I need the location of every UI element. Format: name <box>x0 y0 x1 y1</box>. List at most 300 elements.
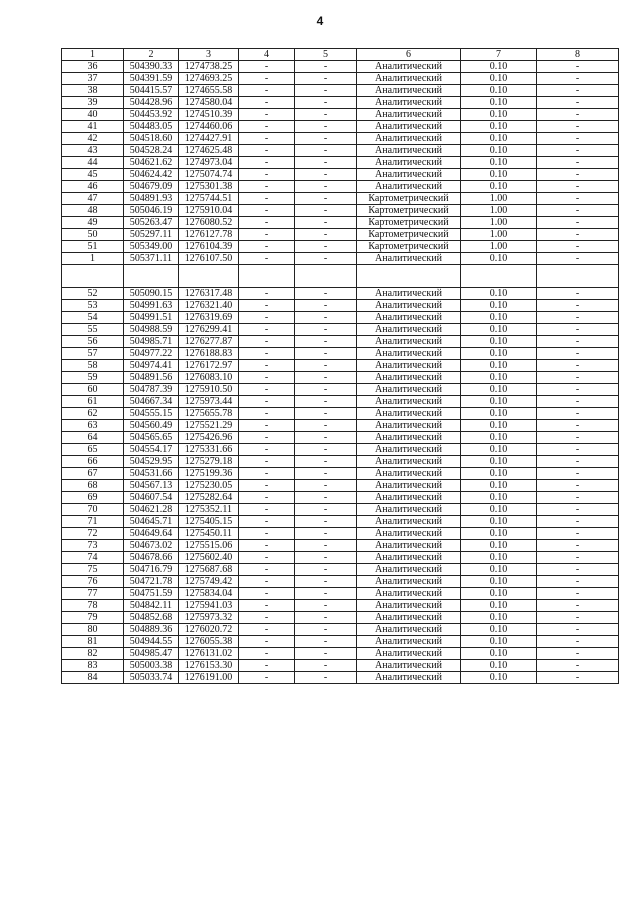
table-cell: 1275521.29 <box>179 420 239 432</box>
table-cell: 0.10 <box>461 61 537 73</box>
table-cell: - <box>239 253 295 265</box>
table-cell: - <box>295 600 357 612</box>
table-cell: - <box>239 157 295 169</box>
table-row <box>62 181 619 193</box>
table-cell: - <box>239 468 295 480</box>
table-cell: Аналитический <box>357 492 461 504</box>
table-cell: 504678.66 <box>124 552 179 564</box>
table-cell: - <box>537 61 619 73</box>
table-cell: - <box>537 468 619 480</box>
table-cell: 0.10 <box>461 109 537 121</box>
table-cell: Аналитический <box>357 504 461 516</box>
table-cell <box>62 265 124 288</box>
table-cell: 1276299.41 <box>179 324 239 336</box>
table-cell: 0.10 <box>461 540 537 552</box>
table-cell: Аналитический <box>357 336 461 348</box>
table-cell: - <box>537 360 619 372</box>
header-cell: 5 <box>295 49 357 61</box>
table-cell: 504991.63 <box>124 300 179 312</box>
table-cell: 1276191.00 <box>179 672 239 684</box>
table-cell: - <box>537 384 619 396</box>
table-cell: 1274738.25 <box>179 61 239 73</box>
table-cell: - <box>537 229 619 241</box>
table-cell: Аналитический <box>357 372 461 384</box>
table-cell: - <box>537 576 619 588</box>
table-cell: - <box>537 504 619 516</box>
table-cell: - <box>295 61 357 73</box>
header-cell: 3 <box>179 49 239 61</box>
table-cell: - <box>295 480 357 492</box>
table-cell: - <box>295 384 357 396</box>
table-cell <box>357 265 461 288</box>
table-cell: 1276020.72 <box>179 624 239 636</box>
table-cell: 1275426.96 <box>179 432 239 444</box>
table-cell: 1274625.48 <box>179 145 239 157</box>
table-cell: 79 <box>62 612 124 624</box>
table-cell: 0.10 <box>461 288 537 300</box>
table-cell: - <box>295 169 357 181</box>
table-cell: Картометрический <box>357 241 461 253</box>
table-cell: 51 <box>62 241 124 253</box>
table-cell: - <box>295 312 357 324</box>
table-cell: - <box>537 193 619 205</box>
table-cell: - <box>239 241 295 253</box>
table-cell: 1274580.04 <box>179 97 239 109</box>
table-cell: - <box>239 504 295 516</box>
table-cell: 39 <box>62 97 124 109</box>
table-cell: - <box>239 660 295 672</box>
table-cell: - <box>239 492 295 504</box>
table-row <box>62 624 619 636</box>
table-cell: - <box>239 432 295 444</box>
table-cell: 0.10 <box>461 169 537 181</box>
table-row <box>62 660 619 672</box>
table-cell: - <box>537 73 619 85</box>
table-cell: 1275279.18 <box>179 456 239 468</box>
table-cell: Аналитический <box>357 85 461 97</box>
table-cell <box>461 265 537 288</box>
table-cell: 0.10 <box>461 528 537 540</box>
table-row <box>62 480 619 492</box>
table-cell: - <box>537 600 619 612</box>
table-cell: 82 <box>62 648 124 660</box>
table-cell: 40 <box>62 109 124 121</box>
table-cell: - <box>537 408 619 420</box>
table-cell: 45 <box>62 169 124 181</box>
table-cell: - <box>537 121 619 133</box>
table-cell: 49 <box>62 217 124 229</box>
table-cell: - <box>537 169 619 181</box>
table-cell: 38 <box>62 85 124 97</box>
table-row <box>62 169 619 181</box>
table-row <box>62 396 619 408</box>
header-cell: 4 <box>239 49 295 61</box>
table-cell: Аналитический <box>357 564 461 576</box>
table-cell: 505033.74 <box>124 672 179 684</box>
table-cell: 1275450.11 <box>179 528 239 540</box>
table-cell: Аналитический <box>357 300 461 312</box>
table-cell <box>537 265 619 288</box>
table-cell: 504889.36 <box>124 624 179 636</box>
table-cell <box>295 265 357 288</box>
table-cell: - <box>295 588 357 600</box>
header-cell: 2 <box>124 49 179 61</box>
table-cell: 0.10 <box>461 97 537 109</box>
table-cell: 1274655.58 <box>179 85 239 97</box>
table-cell: 37 <box>62 73 124 85</box>
table-cell: 1276188.83 <box>179 348 239 360</box>
table-cell: 504891.56 <box>124 372 179 384</box>
table-row <box>62 85 619 97</box>
table-cell: 0.10 <box>461 384 537 396</box>
table-cell: 0.10 <box>461 672 537 684</box>
table-cell: 504415.57 <box>124 85 179 97</box>
table-cell: 0.10 <box>461 336 537 348</box>
table-row <box>62 97 619 109</box>
table-cell: - <box>239 169 295 181</box>
table-cell: 1275301.38 <box>179 181 239 193</box>
table-cell: 1275910.50 <box>179 384 239 396</box>
table-cell: - <box>295 288 357 300</box>
table-cell: - <box>239 480 295 492</box>
table-cell: 0.10 <box>461 432 537 444</box>
table-cell: 0.10 <box>461 660 537 672</box>
table-cell: 54 <box>62 312 124 324</box>
table-cell: - <box>239 205 295 217</box>
table-cell: Аналитический <box>357 540 461 552</box>
table-cell: 0.10 <box>461 636 537 648</box>
table-cell <box>179 265 239 288</box>
table-cell: - <box>537 372 619 384</box>
table-cell: - <box>295 504 357 516</box>
table-cell: 58 <box>62 360 124 372</box>
table-row <box>62 492 619 504</box>
table-cell: 504621.28 <box>124 504 179 516</box>
table-cell: - <box>239 456 295 468</box>
table-cell: 0.10 <box>461 157 537 169</box>
table-cell: 1275405.15 <box>179 516 239 528</box>
table-cell: - <box>295 444 357 456</box>
table-cell: 67 <box>62 468 124 480</box>
table-cell: 56 <box>62 336 124 348</box>
table-cell: 70 <box>62 504 124 516</box>
table-cell: - <box>295 181 357 193</box>
table-row <box>62 253 619 265</box>
table-cell: - <box>239 109 295 121</box>
table-cell: Картометрический <box>357 217 461 229</box>
table-cell: Аналитический <box>357 408 461 420</box>
table-cell: 55 <box>62 324 124 336</box>
table-cell: 0.10 <box>461 588 537 600</box>
table-cell: - <box>295 121 357 133</box>
table-cell: 0.10 <box>461 648 537 660</box>
table-cell: 504891.93 <box>124 193 179 205</box>
table-row <box>62 229 619 241</box>
table-row <box>62 384 619 396</box>
table-cell: Аналитический <box>357 516 461 528</box>
table-cell: 504649.64 <box>124 528 179 540</box>
table-row <box>62 600 619 612</box>
table-cell: - <box>537 480 619 492</box>
table-cell: - <box>239 612 295 624</box>
table-cell: - <box>239 552 295 564</box>
table-cell: Аналитический <box>357 384 461 396</box>
table-cell: - <box>537 97 619 109</box>
table-cell: 0.10 <box>461 504 537 516</box>
table-cell: - <box>537 145 619 157</box>
table-cell: 0.10 <box>461 300 537 312</box>
table-cell: 59 <box>62 372 124 384</box>
table-cell: - <box>239 133 295 145</box>
table-row <box>62 360 619 372</box>
table-row <box>62 133 619 145</box>
table-cell: 0.10 <box>461 612 537 624</box>
table-cell: 504852.68 <box>124 612 179 624</box>
table-cell: 83 <box>62 660 124 672</box>
table-cell: 1274973.04 <box>179 157 239 169</box>
table-cell: Аналитический <box>357 97 461 109</box>
table-cell: 71 <box>62 516 124 528</box>
table-cell: 504645.71 <box>124 516 179 528</box>
table-cell: Аналитический <box>357 348 461 360</box>
table-cell: - <box>537 444 619 456</box>
table-cell: Аналитический <box>357 145 461 157</box>
table-cell: 1276080.52 <box>179 217 239 229</box>
table-cell: - <box>239 384 295 396</box>
table-cell: 0.10 <box>461 348 537 360</box>
table-cell: - <box>295 241 357 253</box>
table-cell: - <box>239 516 295 528</box>
table-row <box>62 288 619 300</box>
table-cell: 1275687.68 <box>179 564 239 576</box>
table-cell: - <box>537 540 619 552</box>
table-cell: 0.10 <box>461 360 537 372</box>
table-cell: 504985.71 <box>124 336 179 348</box>
table-cell: Аналитический <box>357 432 461 444</box>
table-cell: 0.10 <box>461 396 537 408</box>
table-cell: Аналитический <box>357 157 461 169</box>
table-cell: - <box>239 372 295 384</box>
table-cell: 0.10 <box>461 552 537 564</box>
table-cell: Аналитический <box>357 624 461 636</box>
table-cell: 1276107.50 <box>179 253 239 265</box>
table-row <box>62 576 619 588</box>
table-cell: - <box>295 456 357 468</box>
table-cell: 504567.13 <box>124 480 179 492</box>
table-cell: - <box>295 648 357 660</box>
table-cell: 1275074.74 <box>179 169 239 181</box>
table-row <box>62 157 619 169</box>
table-cell: Аналитический <box>357 396 461 408</box>
table-cell: 0.10 <box>461 444 537 456</box>
table-cell: - <box>295 636 357 648</box>
table-row <box>62 612 619 624</box>
table-cell: 43 <box>62 145 124 157</box>
table-cell: 73 <box>62 540 124 552</box>
table-cell: - <box>295 324 357 336</box>
table-cell: 1274693.25 <box>179 73 239 85</box>
table-cell: - <box>295 492 357 504</box>
table-cell: 505003.38 <box>124 660 179 672</box>
table-cell: 1275352.11 <box>179 504 239 516</box>
table-cell: 1275282.64 <box>179 492 239 504</box>
table-cell: - <box>537 336 619 348</box>
table-cell: 504390.33 <box>124 61 179 73</box>
table-cell: Аналитический <box>357 468 461 480</box>
table-cell: Аналитический <box>357 660 461 672</box>
table-cell: 505297.11 <box>124 229 179 241</box>
table-cell <box>239 265 295 288</box>
table-cell: - <box>239 648 295 660</box>
table-cell: - <box>537 588 619 600</box>
table-cell: Аналитический <box>357 672 461 684</box>
table-cell: - <box>239 336 295 348</box>
table-cell: Картометрический <box>357 229 461 241</box>
table-cell: - <box>239 193 295 205</box>
table-cell: - <box>239 588 295 600</box>
table-cell: 1275602.40 <box>179 552 239 564</box>
table-cell: Аналитический <box>357 456 461 468</box>
table-cell: 1276083.10 <box>179 372 239 384</box>
table-cell: 0.10 <box>461 516 537 528</box>
table-cell: - <box>239 73 295 85</box>
table-cell: - <box>295 408 357 420</box>
table-cell: - <box>537 432 619 444</box>
table-row <box>62 564 619 576</box>
table-cell: 0.10 <box>461 145 537 157</box>
table-cell: - <box>537 348 619 360</box>
table-cell: 504554.17 <box>124 444 179 456</box>
table-cell: 504607.54 <box>124 492 179 504</box>
table-cell: 504391.59 <box>124 73 179 85</box>
table-row <box>62 648 619 660</box>
table-row <box>62 73 619 85</box>
table-cell: Аналитический <box>357 444 461 456</box>
table-cell: - <box>239 145 295 157</box>
table-cell: - <box>239 408 295 420</box>
table-cell: - <box>295 157 357 169</box>
table-cell: - <box>239 288 295 300</box>
table-cell: - <box>537 528 619 540</box>
table-row <box>62 348 619 360</box>
table-cell: 504716.79 <box>124 564 179 576</box>
table-cell: - <box>295 564 357 576</box>
table-cell: - <box>295 73 357 85</box>
table-cell: - <box>239 300 295 312</box>
table-cell: - <box>295 420 357 432</box>
table-cell: - <box>295 468 357 480</box>
table-cell: 52 <box>62 288 124 300</box>
table-row <box>62 205 619 217</box>
table-cell: Аналитический <box>357 133 461 145</box>
table-cell: - <box>239 624 295 636</box>
table-cell: - <box>239 121 295 133</box>
table-cell: Аналитический <box>357 61 461 73</box>
table-cell: - <box>295 396 357 408</box>
table-cell: 77 <box>62 588 124 600</box>
table-cell: Аналитический <box>357 612 461 624</box>
table-cell: Аналитический <box>357 480 461 492</box>
table-cell: 1275910.04 <box>179 205 239 217</box>
table-cell: 504977.22 <box>124 348 179 360</box>
table-cell: - <box>295 336 357 348</box>
table-cell: 44 <box>62 157 124 169</box>
table-cell: - <box>239 444 295 456</box>
table-cell: 1276321.40 <box>179 300 239 312</box>
table-cell: 1275655.78 <box>179 408 239 420</box>
table-cell: 1275230.05 <box>179 480 239 492</box>
table-cell: 50 <box>62 229 124 241</box>
table-cell: 504985.47 <box>124 648 179 660</box>
table-cell: - <box>537 312 619 324</box>
table-cell: 504483.05 <box>124 121 179 133</box>
table-cell: Аналитический <box>357 169 461 181</box>
table-cell: - <box>239 324 295 336</box>
table-cell: - <box>295 660 357 672</box>
table-cell: Аналитический <box>357 121 461 133</box>
table-cell: - <box>295 360 357 372</box>
table-cell: 75 <box>62 564 124 576</box>
table-cell: 72 <box>62 528 124 540</box>
table-cell: 1276277.87 <box>179 336 239 348</box>
table-cell: - <box>537 85 619 97</box>
table-cell: - <box>537 516 619 528</box>
table-cell: 1275199.36 <box>179 468 239 480</box>
table-cell: - <box>239 181 295 193</box>
table-row <box>62 61 619 73</box>
table-cell: 80 <box>62 624 124 636</box>
table-cell: - <box>239 420 295 432</box>
table-cell: - <box>295 372 357 384</box>
table-cell: - <box>537 672 619 684</box>
table-row <box>62 420 619 432</box>
table-cell: - <box>295 133 357 145</box>
table-cell: 1275941.03 <box>179 600 239 612</box>
table-row <box>62 504 619 516</box>
table-cell: - <box>239 61 295 73</box>
table-cell: 505263.47 <box>124 217 179 229</box>
table-row <box>62 193 619 205</box>
table-cell: Аналитический <box>357 109 461 121</box>
table-cell: 1275744.51 <box>179 193 239 205</box>
table-cell: - <box>239 576 295 588</box>
table-cell: - <box>537 612 619 624</box>
table-cell: - <box>295 205 357 217</box>
table-cell: - <box>295 348 357 360</box>
table-row <box>62 528 619 540</box>
table-cell: 1274460.06 <box>179 121 239 133</box>
table-cell: 0.10 <box>461 600 537 612</box>
table-cell: 504565.65 <box>124 432 179 444</box>
table-cell: 504560.49 <box>124 420 179 432</box>
table-cell: 0.10 <box>461 181 537 193</box>
table-cell: Аналитический <box>357 552 461 564</box>
table-cell: - <box>537 157 619 169</box>
table-cell: 504974.41 <box>124 360 179 372</box>
table-row <box>62 372 619 384</box>
table-cell: - <box>295 145 357 157</box>
table-cell: - <box>295 612 357 624</box>
table-row <box>62 121 619 133</box>
table-cell: - <box>537 300 619 312</box>
table-cell: Аналитический <box>357 181 461 193</box>
table-cell: 47 <box>62 193 124 205</box>
table-cell: 1276172.97 <box>179 360 239 372</box>
table-cell: - <box>537 109 619 121</box>
table-cell <box>124 265 179 288</box>
table-cell: 504624.42 <box>124 169 179 181</box>
table-cell: 504944.55 <box>124 636 179 648</box>
